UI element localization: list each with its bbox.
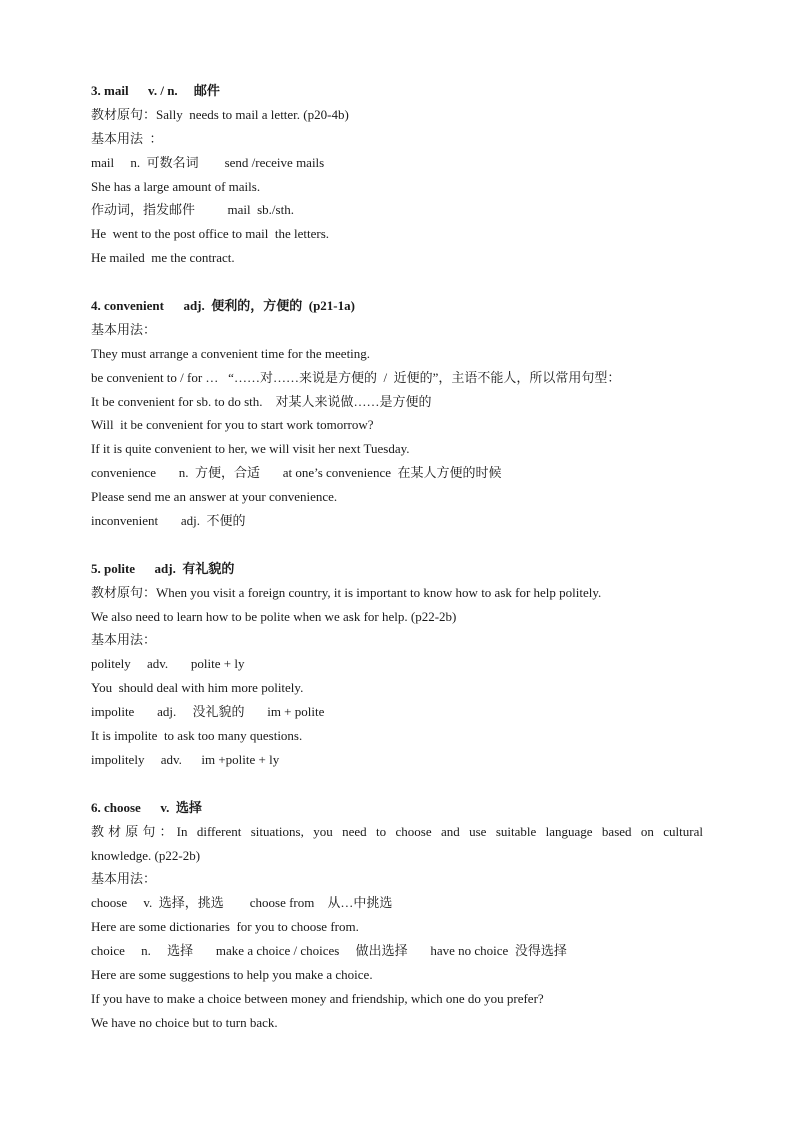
text-line: impolitely adv. im +polite + ly xyxy=(91,751,280,767)
text-line: 教材原句：When you visit a foreign country, it is important to know how to ask for help politely. xyxy=(91,584,602,600)
text-line: She has a large amount of mails. xyxy=(91,178,261,194)
section-spacer xyxy=(91,772,703,796)
text-line: You should deal with him more politely. xyxy=(91,680,304,696)
text-line: If you have to make a choice between money and friendship, which one do you prefer? xyxy=(91,990,544,1006)
text-line: If it is quite convenient to her, we will visit her next Tuesday. xyxy=(91,441,410,457)
text-line: It is impolite to ask too many questions. xyxy=(91,728,303,744)
text-line: 作动词，指发邮件 mail sb./sth. xyxy=(91,202,294,218)
text-line: mail n. 可数名词 send /receive mails xyxy=(91,154,325,170)
text-line: They must arrange a convenient time for the meeting. xyxy=(91,345,371,361)
text-line: knowledge. (p22-2b) xyxy=(91,847,201,863)
text-line: choose v. 选择，挑选 choose from 从…中挑选 xyxy=(91,895,393,911)
text-line: 基本用法： xyxy=(91,871,157,887)
text-line: be convenient to / for … “……对……来说是方便的 / 近便的”，主语不能人，所以常用句型： xyxy=(91,369,621,385)
section-heading: 3. mail v. / n. 邮件 xyxy=(91,83,220,98)
section-heading: 4. convenient adj. 便利的，方便的 (p21-1a) xyxy=(91,298,355,314)
section-polite xyxy=(91,557,703,772)
text-line: Here are some dictionaries for you to choose from. xyxy=(91,919,359,935)
text-line: 基本用法 ： xyxy=(91,130,163,146)
section-spacer xyxy=(91,270,703,294)
text-line: Will it be convenient for you to start work tomorrow? xyxy=(91,417,374,433)
text-line: impolite adj. 没礼貌的 im + polite xyxy=(91,704,325,720)
section-mail xyxy=(91,79,703,270)
text-line: 基本用法： xyxy=(91,632,157,648)
section-heading: 5. polite adj. 有礼貌的 xyxy=(91,560,235,576)
document-page xyxy=(91,79,703,1035)
text-line: It be convenient for sb. to do sth. 对某人来说做……是方便的 xyxy=(91,393,432,409)
text-line: 基本用法： xyxy=(91,321,157,337)
text-line: inconvenient adj. 不便的 xyxy=(91,513,246,529)
text-line: He went to the post office to mail the letters. xyxy=(91,226,330,242)
section-spacer xyxy=(91,533,703,557)
text-line: 教材原句：Sally needs to mail a letter. (p20-4b) xyxy=(91,106,349,122)
text-line: Please send me an answer at your convenience. xyxy=(91,489,338,505)
text-line: Here are some suggestions to help you make a choice. xyxy=(91,966,373,982)
section-convenient xyxy=(91,294,703,533)
text-line: We have no choice but to turn back. xyxy=(91,1014,278,1030)
text-line: 教材原句：In different situations, you need to choose and use suitable language based on cultural xyxy=(91,823,703,839)
text-line: politely adv. polite + ly xyxy=(91,656,245,672)
section-choose xyxy=(91,796,703,1035)
section-heading: 6. choose v. 选择 xyxy=(91,799,202,815)
text-line: convenience n. 方便，合适 at one’s convenience 在某人方便的时候 xyxy=(91,465,502,481)
text-line: We also need to learn how to be polite when we ask for help. (p22-2b) xyxy=(91,608,457,624)
text-line: choice n. 选择 make a choice / choices 做出选择 have no choice 没得选择 xyxy=(91,943,567,959)
text-line: He mailed me the contract. xyxy=(91,250,235,266)
